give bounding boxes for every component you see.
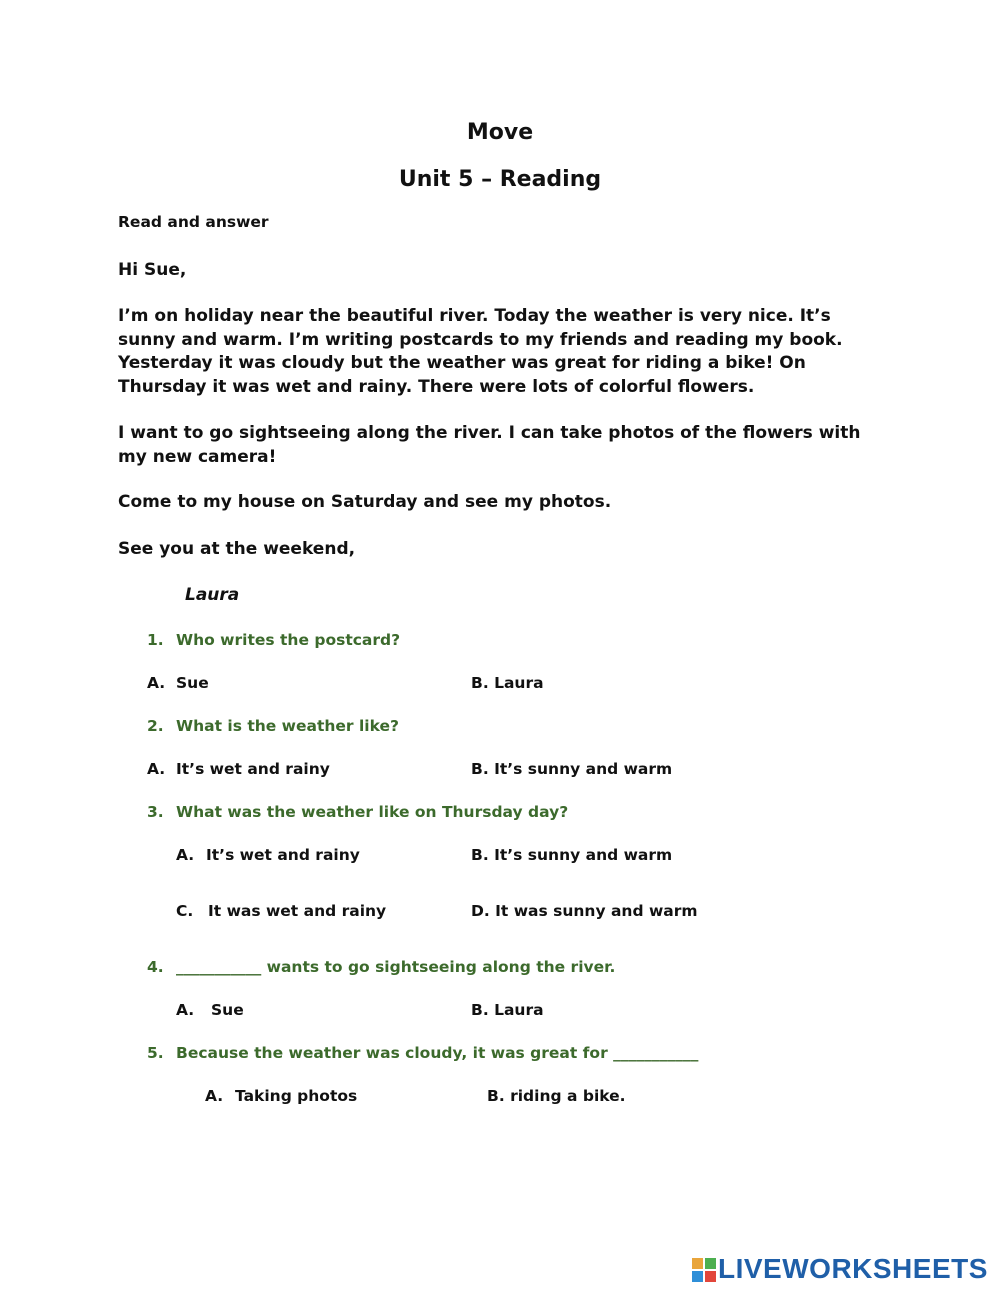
question-4-text: ___________ wants to go sightseeing along the river.	[176, 958, 616, 976]
letter-paragraph-2: I want to go sightseeing along the river. I can take photos of the flowers with my new camera!	[118, 423, 861, 467]
question-3-number: 3.	[147, 803, 164, 821]
question-5-text: Because the weather was cloudy, it was great for ___________	[176, 1044, 699, 1062]
question-3-option-b[interactable]: B. It’s sunny and warm	[471, 846, 673, 864]
question-3-option-a[interactable]: It’s wet and rainy	[206, 846, 360, 864]
question-1-option-a[interactable]: Sue	[176, 674, 209, 692]
question-3-option-d[interactable]: D. It was sunny and warm	[471, 902, 698, 920]
question-2-option-b[interactable]: B. It’s sunny and warm	[471, 760, 673, 778]
liveworksheets-logo-icon	[692, 1258, 716, 1282]
question-3-option-c[interactable]: It was wet and rainy	[208, 902, 387, 920]
question-2-text: What is the weather like?	[176, 717, 399, 735]
letter-closing: See you at the weekend,	[118, 539, 356, 559]
question-1-text: Who writes the postcard?	[176, 631, 401, 649]
question-1-option-a-letter: A.	[147, 674, 166, 692]
question-3-option-c-letter: C.	[176, 902, 194, 920]
question-3-text: What was the weather like on Thursday day?	[176, 803, 569, 821]
question-5-option-a-letter: A.	[205, 1087, 224, 1105]
question-4-option-a[interactable]: Sue	[211, 1001, 244, 1019]
page-title: Move	[466, 120, 534, 145]
question-2-option-a[interactable]: It’s wet and rainy	[176, 760, 330, 778]
instruction: Read and answer	[118, 213, 269, 231]
question-1-option-b[interactable]: B. Laura	[471, 674, 544, 692]
question-4-option-a-letter: A.	[176, 1001, 195, 1019]
letter-greeting: Hi Sue,	[118, 260, 187, 280]
question-4-number: 4.	[147, 958, 164, 976]
question-1-number: 1.	[147, 631, 164, 649]
question-2-number: 2.	[147, 717, 164, 735]
page-subtitle: Unit 5 – Reading	[398, 167, 602, 192]
question-3-option-a-letter: A.	[176, 846, 195, 864]
question-2-option-a-letter: A.	[147, 760, 166, 778]
question-5-option-a[interactable]: Taking photos	[235, 1087, 358, 1105]
letter-paragraph-1: I’m on holiday near the beautiful river. Today the weather is very nice. It’s sunny and warm. I’m writing postcards to my friends and reading my book. Yesterday it was cloudy but the weather was great for riding a bike! On Thursday it was wet and rainy. There were lots of colorful flowers.	[118, 306, 843, 397]
letter-signature: Laura	[185, 585, 240, 605]
question-5-number: 5.	[147, 1044, 164, 1062]
letter-paragraph-3: Come to my house on Saturday and see my photos.	[118, 492, 612, 512]
question-4-option-b[interactable]: B. Laura	[471, 1001, 544, 1019]
liveworksheets-logo-text: LIVEWORKSHEETS	[718, 1253, 988, 1284]
question-5-option-b[interactable]: B. riding a bike.	[487, 1087, 626, 1105]
